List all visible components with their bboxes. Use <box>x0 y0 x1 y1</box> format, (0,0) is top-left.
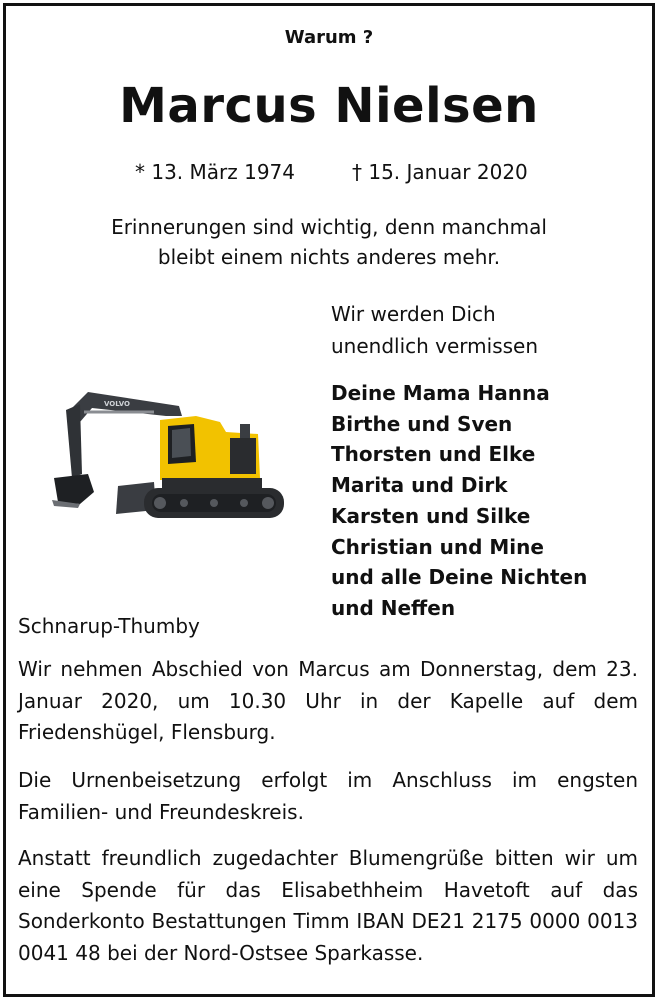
mourners-list <box>331 378 651 624</box>
opening-question: Warum ? <box>284 27 374 48</box>
mourner-entry: Marita und Dirk <box>331 473 508 498</box>
farewell-line: Wir werden Dich <box>331 302 496 326</box>
excavator-icon <box>44 382 294 532</box>
mourner-entry: und Neffen <box>331 595 456 620</box>
mourner-entry: Birthe und Sven <box>331 411 513 436</box>
death-date: † 15. Januar 2020 <box>352 160 528 184</box>
place-of-residence: Schnarup-Thumby <box>18 614 200 638</box>
birth-date: * 13. März 1974 <box>135 160 296 184</box>
mourner-entry: und alle Deine Nichten <box>331 565 588 590</box>
mourner-entry: Deine Mama Hanna <box>331 381 550 405</box>
memorial-quote <box>0 212 658 272</box>
donation-request: Anstatt freundlich zugedachter Blumengrüße bitten wir um eine Spende für das Elisabethheim Havetoft auf das Sonderkonto Bestattungen Timm IBAN DE21 2175 0000 0013 0041 48 bei der Nord-Ostsee Sparkasse. <box>18 846 638 965</box>
farewell-message <box>331 298 631 362</box>
farewell-line: unendlich vermissen <box>331 334 539 358</box>
quote-line: Erinnerungen sind wichtig, denn manchmal <box>111 215 547 239</box>
mourner-entry: Thorsten und Elke <box>331 442 536 467</box>
deceased-name: Marcus Nielsen <box>119 78 539 134</box>
urn-burial-note: Die Urnenbeisetzung erfolgt im Anschluss im engsten Familien- und Freundeskreis. <box>18 768 638 824</box>
svg-text:VOLVO: VOLVO <box>104 400 130 408</box>
quote-line: bleibt einem nichts anderes mehr. <box>157 245 501 269</box>
mourner-entry: Christian und Mine <box>331 534 544 559</box>
service-announcement: Wir nehmen Abschied von Marcus am Donnerstag, dem 23. Januar 2020, um 10.30 Uhr in der Kapelle auf dem Friedenshügel, Flensburg. <box>18 657 638 744</box>
mourner-entry: Karsten und Silke <box>331 503 531 528</box>
